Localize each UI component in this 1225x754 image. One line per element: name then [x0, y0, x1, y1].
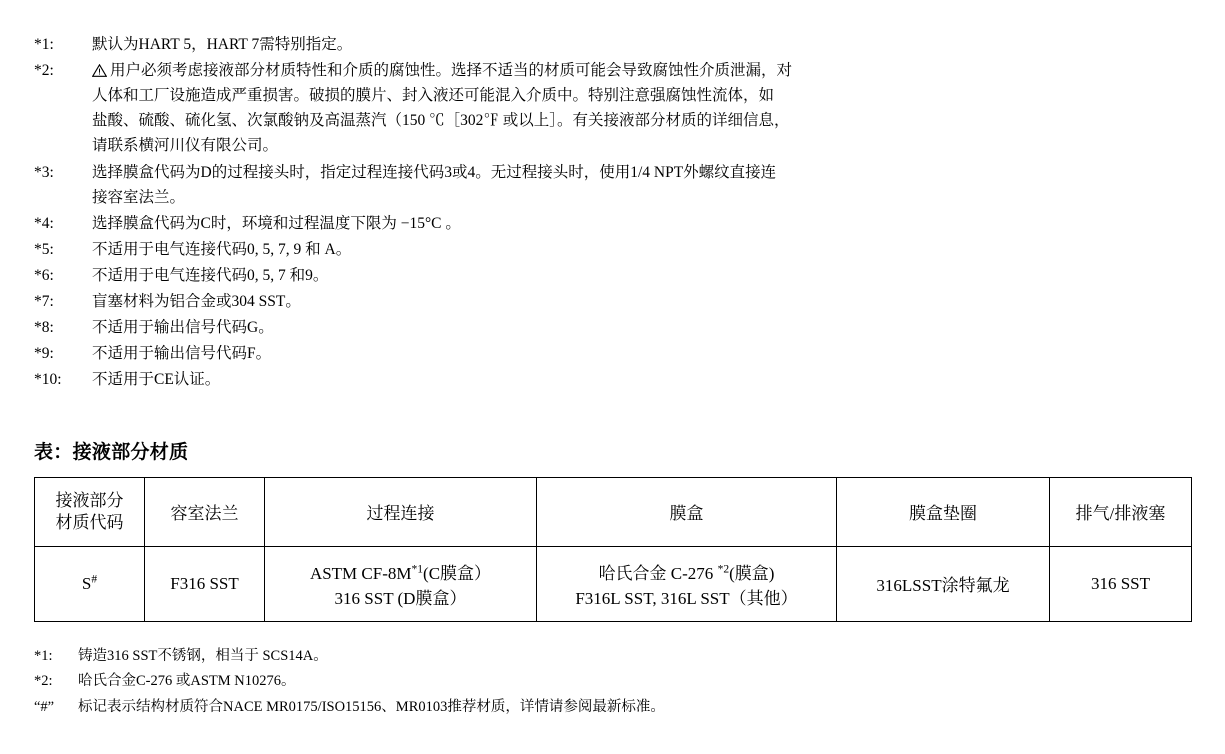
- footnote-3-line-1: 选择膜盒代码为D的过程接头时，指定过程连接代码3或4。无过程接头时，使用1/4 NPT外螺纹直接连: [92, 163, 777, 181]
- cell-capsule-line1: [541, 559, 832, 584]
- footnote-10-key: *10:: [34, 371, 62, 389]
- footnote-9-key: *9:: [34, 345, 54, 363]
- footnote-3-line-2: 接容室法兰。: [92, 188, 186, 206]
- header-material-code-line1: 接液部分: [55, 490, 124, 510]
- bottom-footnote-2-body: [78, 669, 1191, 694]
- header-vent-drain-plug: 排气/排液塞: [1050, 477, 1192, 546]
- footnote-5-line-1: 不适用于电气连接代码0, 5, 7, 9 和 A。: [92, 240, 352, 258]
- footnote-4-body: [92, 211, 1191, 236]
- footnote-3-key: *3:: [34, 163, 54, 181]
- footnote-2-line-1: [92, 58, 1191, 83]
- bottom-footnote-hash-line-1: 标记表示结构材质符合NACE MR0175/ISO15156、MR0103推荐材质，详情请参阅最新标准。: [78, 698, 665, 715]
- table-header-row: [35, 477, 1192, 546]
- cell-process-connection-line2: 316 SST (D膜盒）: [334, 588, 467, 608]
- footnote-4-line-1: 选择膜盒代码为C时，环境和过程温度下限为 −15°C 。: [92, 214, 461, 232]
- footnote-4: [34, 211, 1191, 236]
- footnote-1-body: [92, 32, 1191, 57]
- footnote-2-line-3: 盐酸、硫酸、硫化氢、次氯酸钠及高温蒸汽（150 ℃［302℉ 或以上］。有关接液部分材质的详细信息，: [92, 112, 790, 130]
- header-chamber-flange: 容室法兰: [145, 477, 265, 546]
- header-material-code: [35, 477, 145, 546]
- bottom-footnote-1-body: [78, 644, 1191, 669]
- footnote-3-body: [92, 160, 1191, 210]
- cell-pc-post: (C膜盒）: [423, 563, 492, 583]
- footnote-7-key: *7:: [34, 293, 54, 311]
- cell-material-code: [35, 546, 145, 621]
- bottom-footnote-hash-body: [78, 695, 1191, 720]
- cell-capsule-sup: *2: [717, 561, 730, 575]
- footnote-2: [34, 58, 1191, 158]
- footnote-1-line-1: 默认为HART 5，HART 7需特别指定。: [92, 36, 353, 53]
- footnote-1-key: *1:: [34, 36, 54, 53]
- footnote-10-line-1: 不适用于CE认证。: [92, 371, 221, 389]
- footnote-9-line-1: 不适用于输出信号代码F。: [92, 345, 272, 363]
- footnote-5-body: [92, 237, 1191, 262]
- footnote-10: [34, 367, 1191, 392]
- footnote-2-line-2: 人体和工厂设施造成严重损害。破损的膜片、封入液还可能混入介质中。特别注意强腐蚀性流体，如: [92, 87, 775, 105]
- footnote-9-body: [92, 341, 1191, 366]
- cell-material-code-sup: #: [91, 571, 98, 585]
- footnote-1: [34, 32, 1191, 57]
- cell-capsule: [537, 546, 837, 621]
- footnote-8-key: *8:: [34, 319, 54, 337]
- bottom-footnotes: [34, 644, 1191, 720]
- bottom-footnote-2: [34, 669, 1191, 694]
- footnote-6: [34, 263, 1191, 288]
- cell-capsule-line2: F316L SST, 316L SST（其他）: [575, 588, 798, 608]
- footnote-2-text-1: 用户必须考虑接液部分材质特性和介质的腐蚀性。选择不适当的材质可能会导致腐蚀性介质泄漏，对: [110, 62, 793, 80]
- footnote-2-body: [92, 58, 1191, 158]
- wetted-parts-material-table: [34, 477, 1192, 622]
- footnote-10-body: [92, 367, 1191, 392]
- footnote-8-body: [92, 315, 1191, 340]
- bottom-footnote-2-line-1: 哈氏合金C-276 或ASTM N10276。: [78, 673, 296, 690]
- bottom-footnote-1-line-1: 铸造316 SST不锈钢，相当于 SCS14A。: [78, 647, 328, 664]
- footnote-5: [34, 237, 1191, 262]
- header-capsule: 膜盒: [537, 477, 837, 546]
- cell-capsule-pre: 哈氏合金 C-276: [598, 563, 718, 583]
- cell-process-connection: [265, 546, 537, 621]
- footnote-7-line-1: 盲塞材料为铝合金或304 SST。: [92, 293, 301, 311]
- footnote-8-line-1: 不适用于输出信号代码G。: [92, 319, 274, 337]
- table-row: [35, 546, 1192, 621]
- footnote-7-body: [92, 289, 1191, 314]
- footnote-7: [34, 289, 1191, 314]
- header-material-code-line2: 材质代码: [55, 512, 124, 532]
- footnote-9: [34, 341, 1191, 366]
- header-capsule-gasket: 膜盒垫圈: [837, 477, 1050, 546]
- table-title: 表：接液部分材质: [34, 441, 189, 463]
- bottom-footnote-hash: [34, 695, 1191, 720]
- footnote-6-key: *6:: [34, 266, 54, 284]
- footnote-8: [34, 315, 1191, 340]
- footnote-2-line-4: 请联系横河川仪有限公司。: [92, 137, 279, 155]
- bottom-footnote-2-key: *2:: [34, 673, 53, 690]
- cell-capsule-gasket: 316LSST涂特氟龙: [837, 546, 1050, 621]
- footnote-6-body: [92, 263, 1191, 288]
- cell-pc-sup: *1: [411, 561, 424, 575]
- footnote-3: [34, 160, 1191, 210]
- bottom-footnote-1-key: *1:: [34, 647, 53, 664]
- top-footnotes: [34, 32, 1191, 393]
- cell-vent-drain-plug: 316 SST: [1050, 546, 1192, 621]
- bottom-footnote-1: [34, 644, 1191, 669]
- footnote-2-key: *2:: [34, 62, 54, 80]
- header-process-connection: 过程连接: [265, 477, 537, 546]
- cell-capsule-post: (膜盒): [729, 563, 775, 583]
- cell-material-code-text: S: [81, 573, 92, 593]
- footnote-4-key: *4:: [34, 214, 54, 232]
- cell-chamber-flange: F316 SST: [145, 546, 265, 621]
- cell-process-connection-line1: [269, 559, 532, 584]
- footnote-5-key: *5:: [34, 240, 54, 258]
- cell-pc-pre: ASTM CF-8M: [309, 563, 412, 583]
- bottom-footnote-hash-key: “#”: [34, 698, 55, 715]
- warning-triangle-icon: [92, 64, 107, 77]
- footnote-6-line-1: 不适用于电气连接代码0, 5, 7 和9。: [92, 266, 329, 284]
